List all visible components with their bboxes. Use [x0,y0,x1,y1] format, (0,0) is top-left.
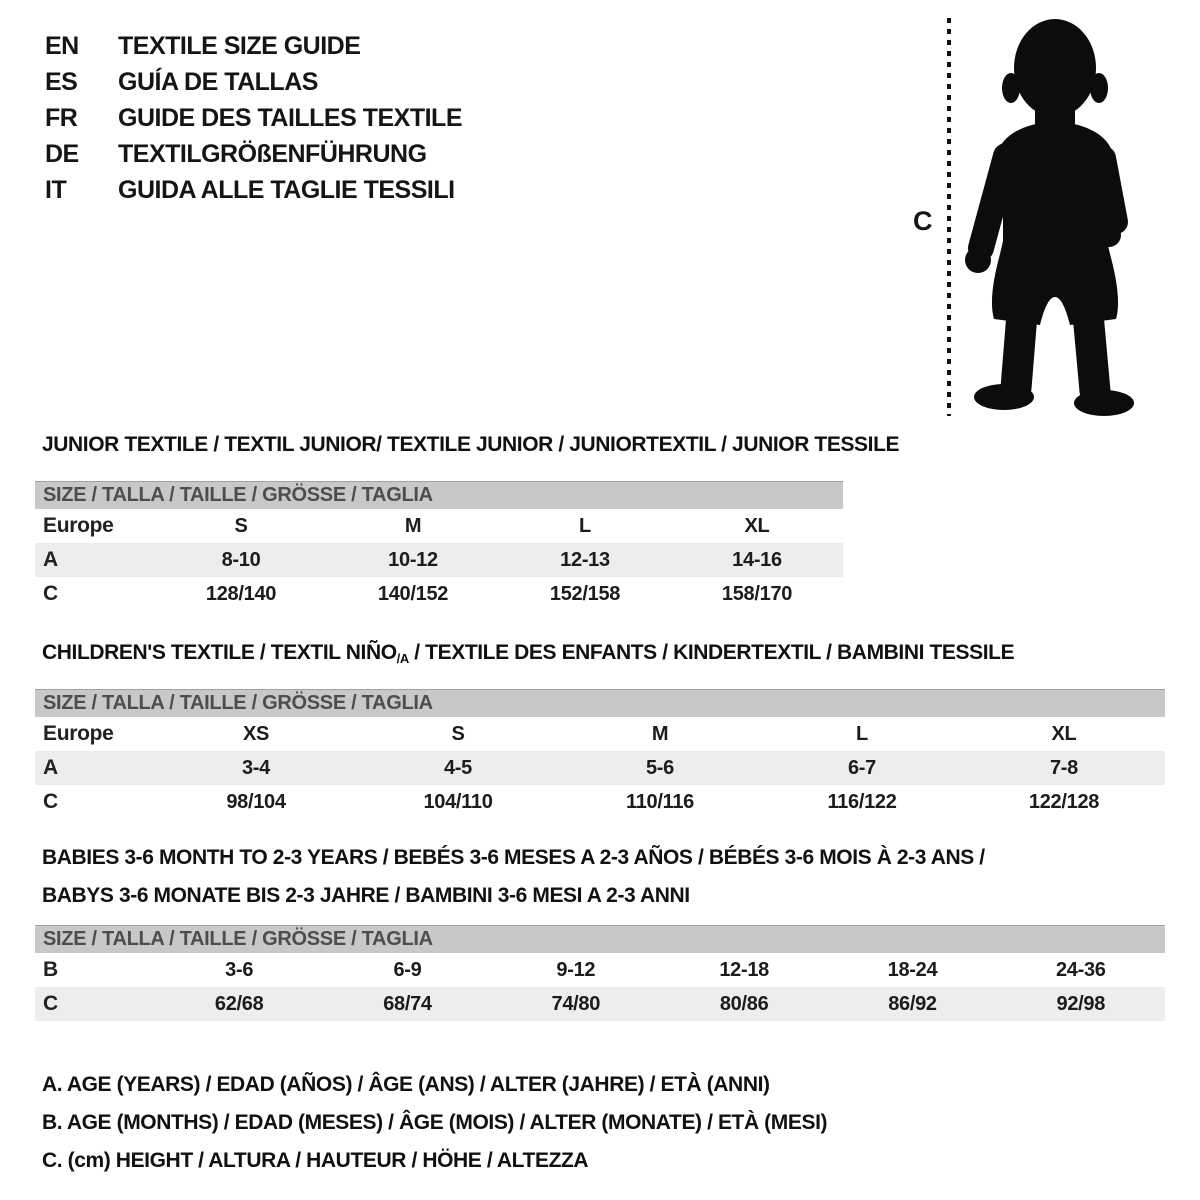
age-cell: 18-24 [887,958,938,981]
size-cell: L [856,722,868,745]
size-cell: M [651,722,669,745]
size-header-band [35,689,1165,717]
children-section-title [42,641,1014,666]
height-cell: 116/122 [827,790,897,813]
baby-silhouette-icon [958,16,1144,418]
size-header-band [35,481,843,509]
language-code: IT [45,175,67,204]
height-cell: 110/116 [626,790,694,813]
age-cell: 3-4 [241,756,270,779]
children-size-table [35,689,1165,819]
size-header-label: SIZE / TALLA / TAILLE / GRÖSSE / TAGLIA [43,692,433,714]
table-row-age-months [35,953,1165,987]
size-header-label: SIZE / TALLA / TAILLE / GRÖSSE / TAGLIA [43,484,433,506]
language-code: ES [45,67,78,96]
size-cell: S [451,722,465,745]
language-label: TEXTILGRÖßENFÜHRUNG [118,139,427,168]
age-cell: 3-6 [225,958,254,981]
table-row-europe [35,509,843,543]
language-row-es [45,64,462,100]
height-cell: 140/152 [377,582,449,605]
language-label: GUIDE DES TAILLES TEXTILE [118,103,463,132]
children-title-prefix: CHILDREN'S TEXTILE / TEXTIL NIÑO [42,641,397,664]
height-cell: 62/68 [214,992,264,1015]
row-label: Europe [43,722,114,745]
size-cell: M [404,514,422,537]
height-cell: 68/74 [383,992,432,1015]
language-row-it [45,172,462,208]
age-cell: 12-13 [560,548,610,571]
row-label: C [43,582,58,605]
size-cell: XL [744,514,770,537]
children-title-sub: /A [396,651,409,666]
legend-line-a: A. AGE (YEARS) / EDAD (AÑOS) / ÂGE (ANS) / ALTER (JAHRE) / ETÀ (ANNI) [42,1073,770,1096]
language-code: EN [45,31,79,60]
legend-line-c: C. (cm) HEIGHT / ALTURA / HAUTEUR / HÖHE / ALTEZZA [42,1149,589,1172]
table-row-height [35,785,1165,819]
row-label: A [43,756,58,779]
size-cell: XL [1051,722,1077,745]
size-header-band [35,925,1165,953]
row-label: A [43,548,58,571]
table-row-europe [35,717,1165,751]
row-label: C [43,790,58,813]
height-cell: 74/80 [551,992,601,1015]
age-cell: 6-9 [393,958,422,981]
legend-line-b: B. AGE (MONTHS) / EDAD (MESES) / ÂGE (MOIS) / ALTER (MONATE) / ETÀ (MESI) [42,1111,828,1134]
language-row-de [45,136,462,172]
height-dashed-line-icon [946,18,952,416]
age-cell: 6-7 [847,756,876,779]
age-cell: 12-18 [719,958,769,981]
height-cell: 86/92 [888,992,937,1015]
table-row-height [35,987,1165,1021]
babies-size-table [35,925,1165,1021]
table-row-age [35,543,843,577]
size-cell: XS [242,722,270,745]
measure-legend [42,1066,827,1180]
age-cell: 5-6 [645,756,674,779]
size-cell: S [234,514,248,537]
language-row-en [45,28,462,64]
language-label: GUÍA DE TALLAS [118,67,318,96]
height-cell: 98/104 [226,790,286,813]
junior-size-table [35,481,843,611]
height-cell: 104/110 [423,790,493,813]
language-code: FR [45,103,78,132]
language-guide-list [45,28,462,208]
table-row-height [35,577,843,611]
height-cell: 92/98 [1056,992,1106,1015]
age-cell: 24-36 [1055,958,1106,981]
age-cell: 4-5 [443,756,472,779]
babies-section-title-line1: BABIES 3-6 MONTH TO 2-3 YEARS / BEBÉS 3-6 MESES A 2-3 AÑOS / BÉBÉS 3-6 MOIS À 2-3 ANS / [42,846,985,869]
height-cell: 152/158 [549,582,621,605]
junior-section-title: JUNIOR TEXTILE / TEXTIL JUNIOR/ TEXTILE JUNIOR / JUNIORTEXTIL / JUNIOR TESSILE [42,433,900,456]
height-cell: 80/86 [719,992,769,1015]
age-cell: 8-10 [221,548,261,571]
table-row-age [35,751,1165,785]
age-cell: 7-8 [1049,756,1078,779]
row-label: B [43,958,58,981]
size-header-label: SIZE / TALLA / TAILLE / GRÖSSE / TAGLIA [43,928,433,950]
height-cell: 128/140 [205,582,277,605]
height-cell: 158/170 [721,582,793,605]
babies-section-title-line2: BABYS 3-6 MONATE BIS 2-3 JAHRE / BAMBINI 3-6 MESI A 2-3 ANNI [42,884,690,907]
height-cell: 122/128 [1028,790,1100,813]
size-cell: L [579,514,591,537]
age-cell: 9-12 [556,958,596,981]
language-label: GUIDA ALLE TAGLIE TESSILI [118,175,455,204]
language-code: DE [45,139,79,168]
age-cell: 10-12 [388,548,438,571]
language-label: TEXTILE SIZE GUIDE [118,31,361,60]
age-cell: 14-16 [732,548,782,571]
language-row-fr [45,100,462,136]
row-label: Europe [43,514,114,537]
row-label: C [43,992,58,1015]
height-measure-label: C [913,206,933,236]
children-title-suffix: / TEXTILE DES ENFANTS / KINDERTEXTIL / BAMBINI TESSILE [408,641,1015,664]
